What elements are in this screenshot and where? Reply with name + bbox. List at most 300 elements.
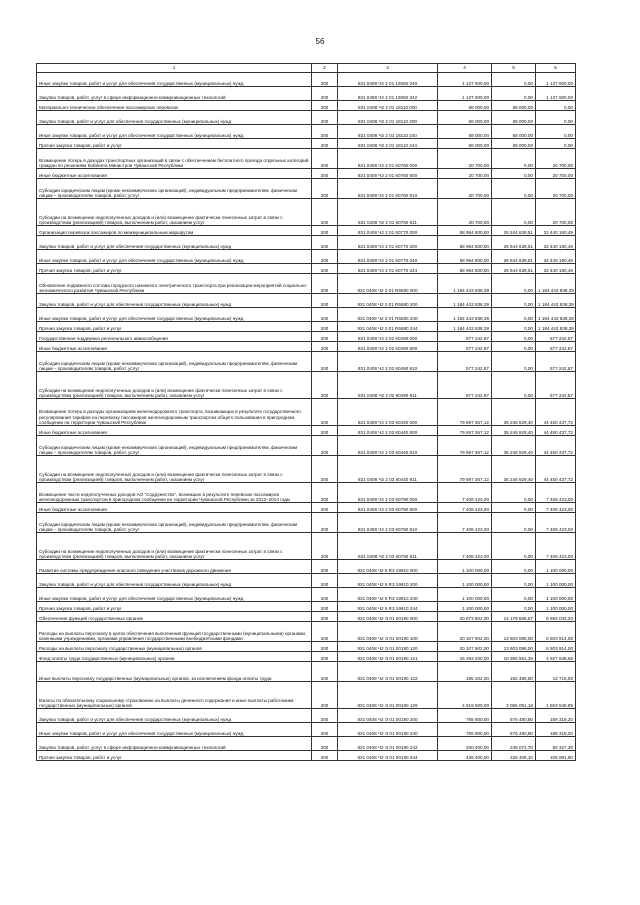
row-group-code: 200 bbox=[312, 436, 338, 456]
table-body bbox=[37, 73, 576, 761]
row-executed-amount: 0,00 bbox=[492, 322, 536, 332]
row-remaining-amount: 32 440 160,49 bbox=[536, 226, 576, 236]
row-classification-code: 831 0408 Ч2 2 01 R5580 000 bbox=[338, 274, 438, 294]
row-remaining-amount: 0,00 bbox=[536, 125, 576, 139]
table-row bbox=[37, 662, 576, 682]
row-executed-amount: 0,00 bbox=[492, 87, 536, 101]
column-header: 5 bbox=[492, 64, 536, 73]
row-remaining-amount: 6 694 033,20 bbox=[536, 612, 576, 622]
row-name: Возмещение части недополученных доходов АО "Содружество", возникших в результате перевозок пассажиров железнодорожным транспортом в пригородном сообщении на территории Чувашской Республики за 2013–2014 годы bbox=[37, 483, 312, 503]
row-executed-amount: 68 000,00 bbox=[492, 125, 536, 139]
row-name: Расходы на выплаты персоналу в целях обеспечения выполнения функций государственными (муниципальными) органами, казенными учреждениями, органами управления государственными внебюджетными фондами bbox=[37, 622, 312, 642]
row-approved-amount: 68 000,00 bbox=[438, 101, 492, 111]
row-name: Организация перевозок пассажиров по межмуниципальным маршрутам bbox=[37, 226, 312, 236]
table-row bbox=[37, 179, 576, 199]
row-executed-amount: 0,00 bbox=[492, 483, 536, 503]
row-approved-amount: 195 202,00 bbox=[438, 662, 492, 682]
row-classification-code: 831 0408 Ч2 Э 01 00190 100 bbox=[338, 622, 438, 642]
row-name: Субсидии на возмещение недополученных доходов и (или) возмещение фактически понесенных затрат в связи с производством (реализацией) товаров, выполнением работ, оказанием услуг bbox=[37, 456, 312, 483]
table-row bbox=[37, 308, 576, 322]
row-approved-amount: 79 697 367,12 bbox=[438, 426, 492, 436]
row-remaining-amount: 6 503 914,00 bbox=[536, 642, 576, 652]
table-row bbox=[37, 111, 576, 125]
row-remaining-amount: 82 327,30 bbox=[536, 737, 576, 751]
table-row bbox=[37, 652, 576, 662]
table-row bbox=[37, 294, 576, 308]
row-group-code: 200 bbox=[312, 662, 338, 682]
row-group-code: 200 bbox=[312, 139, 338, 149]
row-classification-code: 831 0408 Ч2 2 02 60490 810 bbox=[338, 352, 438, 372]
row-approved-amount: 330 400,00 bbox=[438, 737, 492, 751]
row-classification-code: 831 0408 Ч2 5 R3 19910 244 bbox=[338, 602, 438, 612]
column-header: 1 bbox=[37, 64, 312, 73]
row-approved-amount: 7 408 423,00 bbox=[438, 513, 492, 533]
row-approved-amount: 68 000,00 bbox=[438, 139, 492, 149]
row-approved-amount: 68 000,00 bbox=[438, 111, 492, 125]
row-group-code: 200 bbox=[312, 87, 338, 101]
row-group-code: 200 bbox=[312, 737, 338, 751]
row-classification-code: 831 0408 Ч2 2 01 15550 240 bbox=[338, 73, 438, 87]
row-classification-code: 831 0408 Ч2 Э 01 00190 120 bbox=[338, 642, 438, 652]
row-name: Иные закупки товаров, работ и услуг для обеспечения государственных (муниципальных) нужд bbox=[37, 723, 312, 737]
row-classification-code: 831 0408 Ч2 Э 01 00190 244 bbox=[338, 751, 438, 761]
row-approved-amount: 20 700,00 bbox=[438, 149, 492, 169]
row-name: Субсидии на возмещение недополученных доходов и (или) возмещение фактически понесенных затрат в связи с производством (реализацией) товаров, выполнением работ, оказанием услуг bbox=[37, 533, 312, 560]
row-name: Иные бюджетные ассигнования bbox=[37, 169, 312, 179]
row-approved-amount: 7 408 423,00 bbox=[438, 533, 492, 560]
row-executed-amount: 26 544 639,51 bbox=[492, 264, 536, 274]
page-number: 56 bbox=[315, 37, 325, 46]
table-row bbox=[37, 322, 576, 332]
row-name: Иные закупки товаров, работ и услуг для обеспечения государственных (муниципальных) нужд bbox=[37, 250, 312, 264]
table-row bbox=[37, 73, 576, 87]
row-remaining-amount: 6 503 914,00 bbox=[536, 622, 576, 642]
row-name: Иные закупки товаров, работ и услуг для обеспечения государственных (муниципальных) нужд bbox=[37, 73, 312, 87]
table-row bbox=[37, 372, 576, 399]
row-classification-code: 831 0408 Ч2 2 01 60760 000 bbox=[338, 149, 438, 169]
row-remaining-amount: 1 563 548,85 bbox=[536, 682, 576, 709]
row-remaining-amount: 44 450 437,72 bbox=[536, 399, 576, 426]
row-group-code: 200 bbox=[312, 250, 338, 264]
row-executed-amount: 26 544 639,51 bbox=[492, 250, 536, 264]
row-approved-amount: 20 107 902,00 bbox=[438, 642, 492, 652]
row-name: Закупка товаров, работ, услуг в сфере информационно-коммуникационных технологий bbox=[37, 737, 312, 751]
row-classification-code: 831 0408 Ч2 Э 01 00190 200 bbox=[338, 709, 438, 723]
row-executed-amount: 0,00 bbox=[492, 294, 536, 308]
row-executed-amount: 0,00 bbox=[492, 274, 536, 294]
row-classification-code: 831 0408 Ч2 2 01 60770 000 bbox=[338, 226, 438, 236]
row-remaining-amount: 32 440 160,49 bbox=[536, 236, 576, 250]
table-row bbox=[37, 751, 576, 761]
row-group-code: 200 bbox=[312, 483, 338, 503]
row-classification-code: 831 0408 Ч2 2 03 60440 000 bbox=[338, 399, 438, 426]
row-name: Субсидии юридическим лицам (кроме некоммерческих организаций), индивидуальным предпринимателям, физическим лицам – производителям товаров, работ, услуг bbox=[37, 352, 312, 372]
row-approved-amount: 7 408 423,00 bbox=[438, 503, 492, 513]
row-classification-code: 831 0408 Ч2 2 03 60440 811 bbox=[338, 456, 438, 483]
row-executed-amount: 14 179 668,67 bbox=[492, 612, 536, 622]
table-row bbox=[37, 169, 576, 179]
row-classification-code: 831 0408 Ч2 Э 01 00190 122 bbox=[338, 662, 438, 682]
row-classification-code: 831 0408 Ч2 2 01 60760 811 bbox=[338, 199, 438, 226]
row-executed-amount: 0,00 bbox=[492, 602, 536, 612]
row-group-code: 200 bbox=[312, 652, 338, 662]
row-name: Иные бюджетные ассигнования bbox=[37, 503, 312, 513]
table-row bbox=[37, 642, 576, 652]
table-row bbox=[37, 602, 576, 612]
row-remaining-amount: 1 100 000,00 bbox=[536, 574, 576, 588]
row-executed-amount: 0,00 bbox=[492, 574, 536, 588]
table-row bbox=[37, 456, 576, 483]
row-executed-amount: 35 246 929,40 bbox=[492, 436, 536, 456]
row-executed-amount: 68 000,00 bbox=[492, 101, 536, 111]
row-classification-code: 831 0408 Ч2 2 01 18110 200 bbox=[338, 111, 438, 125]
row-executed-amount: 0,00 bbox=[492, 342, 536, 352]
row-approved-amount: 20 107 902,00 bbox=[438, 622, 492, 642]
row-remaining-amount: 44 450 437,72 bbox=[536, 456, 576, 483]
row-approved-amount: 765 800,00 bbox=[438, 709, 492, 723]
row-name: Субсидии юридическим лицам (кроме некоммерческих организаций), индивидуальным предпринимателям, физическим лицам – производителям товаров, работ, услуг bbox=[37, 179, 312, 199]
row-remaining-amount: 7 408 423,00 bbox=[536, 503, 576, 513]
row-group-code: 200 bbox=[312, 332, 338, 342]
row-executed-amount: 0,00 bbox=[492, 352, 536, 372]
row-name: Возмещение потерь в доходах транспортных организаций в связи с обеспечением бесплатного проезда отдельных категорий граждан по решениям Кабинета Министров Чувашской Республики bbox=[37, 149, 312, 169]
row-executed-amount: 0,00 bbox=[492, 503, 536, 513]
row-approved-amount: 1 100 000,00 bbox=[438, 588, 492, 602]
row-group-code: 200 bbox=[312, 274, 338, 294]
row-classification-code: 831 0408 Ч2 5 R3 19910 000 bbox=[338, 560, 438, 574]
table-row bbox=[37, 342, 576, 352]
row-remaining-amount: 106 991,90 bbox=[536, 751, 576, 761]
row-executed-amount: 248 072,70 bbox=[492, 737, 536, 751]
table-row bbox=[37, 236, 576, 250]
row-classification-code: 831 0408 Ч2 Э 01 00190 240 bbox=[338, 723, 438, 737]
row-remaining-amount: 12 715,50 bbox=[536, 662, 576, 682]
row-approved-amount: 20 700,00 bbox=[438, 179, 492, 199]
table-row bbox=[37, 560, 576, 574]
row-remaining-amount: 0,00 bbox=[536, 111, 576, 125]
row-remaining-amount: 7 408 423,00 bbox=[536, 513, 576, 533]
row-group-code: 200 bbox=[312, 372, 338, 399]
row-group-code: 200 bbox=[312, 513, 338, 533]
row-classification-code: 831 0408 Ч2 2 03 60440 800 bbox=[338, 426, 438, 436]
row-approved-amount: 1 100 000,00 bbox=[438, 560, 492, 574]
table-row bbox=[37, 87, 576, 101]
row-classification-code: 831 0408 Ч2 2 01 R5580 200 bbox=[338, 294, 438, 308]
table-row bbox=[37, 588, 576, 602]
row-approved-amount: 79 697 367,12 bbox=[438, 436, 492, 456]
row-name: Субсидии юридическим лицам (кроме некоммерческих организаций), индивидуальным предпринимателям, физическим лицам – производителям товаров, работ, услуг bbox=[37, 436, 312, 456]
row-name: Закупка товаров, работ, услуг в сфере информационно-коммуникационных технологий bbox=[37, 87, 312, 101]
table-row bbox=[37, 533, 576, 560]
row-name: Государственная поддержка регионального авиасообщения bbox=[37, 332, 312, 342]
row-remaining-amount: 1 100 000,00 bbox=[536, 588, 576, 602]
row-remaining-amount: 4 927 648,65 bbox=[536, 652, 576, 662]
row-group-code: 200 bbox=[312, 342, 338, 352]
row-classification-code: 831 0408 Ч2 2 01 60770 240 bbox=[338, 250, 438, 264]
table-row bbox=[37, 622, 576, 642]
row-remaining-amount: 7 408 423,00 bbox=[536, 483, 576, 503]
row-executed-amount: 576 480,80 bbox=[492, 723, 536, 737]
table-row bbox=[37, 399, 576, 426]
row-approved-amount: 68 000,00 bbox=[438, 125, 492, 139]
row-approved-amount: 1 137 600,00 bbox=[438, 87, 492, 101]
row-classification-code: 831 0408 Ч2 2 03 60790 811 bbox=[338, 533, 438, 560]
row-name: Обеспечение функций государственных органов bbox=[37, 612, 312, 622]
row-executed-amount: 26 544 639,51 bbox=[492, 226, 536, 236]
table-row bbox=[37, 737, 576, 751]
table-row bbox=[37, 709, 576, 723]
row-remaining-amount: 20 700,00 bbox=[536, 149, 576, 169]
row-group-code: 200 bbox=[312, 149, 338, 169]
row-name: Возмещение потерь в доходах организациям железнодорожного транспорта, возникающих в результате государственного регулирования тарифов на перевозку пассажиров железнодорожным транспортом общего пользования в пригородном сообщении на территории Чувашской Республики bbox=[37, 399, 312, 426]
row-executed-amount: 68 000,00 bbox=[492, 111, 536, 125]
row-classification-code: 831 0408 Ч2 2 02 60490 800 bbox=[338, 342, 438, 352]
row-executed-amount: 35 246 929,40 bbox=[492, 456, 536, 483]
table-row bbox=[37, 149, 576, 169]
row-name: Закупка товаров, работ и услуг для обеспечения государственных (муниципальных) нужд bbox=[37, 294, 312, 308]
row-name: Прочая закупка товаров, работ и услуг bbox=[37, 139, 312, 149]
row-approved-amount: 58 984 800,00 bbox=[438, 226, 492, 236]
row-remaining-amount: 577 242,87 bbox=[536, 342, 576, 352]
row-approved-amount: 1 137 600,00 bbox=[438, 73, 492, 87]
row-executed-amount: 328 408,10 bbox=[492, 751, 536, 761]
row-name: Материально-техническое обеспечение пассажирских перевозок bbox=[37, 101, 312, 111]
row-classification-code: 831 0408 Ч2 Э 01 00190 129 bbox=[338, 682, 438, 709]
table-row bbox=[37, 503, 576, 513]
row-classification-code: 831 0408 Ч2 2 03 60790 810 bbox=[338, 513, 438, 533]
row-remaining-amount: 1 100 000,00 bbox=[536, 560, 576, 574]
row-classification-code: 831 0408 Ч2 2 02 60490 000 bbox=[338, 332, 438, 342]
row-remaining-amount: 44 450 437,72 bbox=[536, 426, 576, 436]
row-executed-amount: 68 000,00 bbox=[492, 139, 536, 149]
row-remaining-amount: 7 408 423,00 bbox=[536, 533, 576, 560]
row-group-code: 200 bbox=[312, 73, 338, 87]
row-approved-amount: 435 400,00 bbox=[438, 751, 492, 761]
budget-table bbox=[36, 63, 576, 761]
row-classification-code: 831 0408 Ч2 2 01 60760 800 bbox=[338, 169, 438, 179]
row-remaining-amount: 20 700,00 bbox=[536, 179, 576, 199]
row-approved-amount: 58 984 800,00 bbox=[438, 264, 492, 274]
row-executed-amount: 13 603 088,00 bbox=[492, 642, 536, 652]
row-group-code: 200 bbox=[312, 426, 338, 436]
row-group-code: 200 bbox=[312, 574, 338, 588]
row-remaining-amount: 1 184 443 838,39 bbox=[536, 308, 576, 322]
row-executed-amount: 35 246 929,40 bbox=[492, 399, 536, 426]
table-row bbox=[37, 199, 576, 226]
row-classification-code: 831 0408 Ч2 Э 01 00190 000 bbox=[338, 612, 438, 622]
row-name: Взносы по обязательному социальному страхованию на выплаты денежного содержания и иные выплаты работникам государственных (муниципальных) органов bbox=[37, 682, 312, 709]
row-executed-amount: 0,00 bbox=[492, 179, 536, 199]
row-group-code: 200 bbox=[312, 308, 338, 322]
row-classification-code: 831 0408 Ч2 5 R3 19910 200 bbox=[338, 574, 438, 588]
row-group-code: 200 bbox=[312, 226, 338, 236]
row-group-code: 200 bbox=[312, 560, 338, 574]
table-row bbox=[37, 574, 576, 588]
row-remaining-amount: 577 242,87 bbox=[536, 372, 576, 399]
row-group-code: 200 bbox=[312, 642, 338, 652]
row-approved-amount: 577 242,87 bbox=[438, 372, 492, 399]
row-name: Иные закупки товаров, работ и услуг для обеспечения государственных (муниципальных) нужд bbox=[37, 308, 312, 322]
row-approved-amount: 577 242,87 bbox=[438, 352, 492, 372]
row-group-code: 200 bbox=[312, 264, 338, 274]
row-approved-amount: 20 700,00 bbox=[438, 199, 492, 226]
row-approved-amount: 15 293 200,00 bbox=[438, 652, 492, 662]
row-approved-amount: 1 184 443 838,39 bbox=[438, 274, 492, 294]
row-group-code: 200 bbox=[312, 101, 338, 111]
row-approved-amount: 20 873 802,00 bbox=[438, 612, 492, 622]
row-name: Закупка товаров, работ и услуг для обеспечения государственных (муниципальных) нужд bbox=[37, 709, 312, 723]
row-group-code: 200 bbox=[312, 125, 338, 139]
row-remaining-amount: 577 242,87 bbox=[536, 352, 576, 372]
table-row bbox=[37, 513, 576, 533]
row-approved-amount: 1 100 000,00 bbox=[438, 574, 492, 588]
row-name: Субсидии юридическим лицам (кроме некоммерческих организаций), индивидуальным предпринимателям, физическим лицам – производителям товаров, работ, услуг bbox=[37, 513, 312, 533]
row-name: Закупка товаров, работ и услуг для обеспечения государственных (муниципальных) нужд bbox=[37, 574, 312, 588]
row-group-code: 200 bbox=[312, 456, 338, 483]
row-executed-amount: 13 603 088,00 bbox=[492, 622, 536, 642]
row-executed-amount: 0,00 bbox=[492, 199, 536, 226]
row-remaining-amount: 44 450 437,72 bbox=[536, 436, 576, 456]
row-name: Закупка товаров, работ и услуг для обеспечения государственных (муниципальных) нужд bbox=[37, 236, 312, 250]
row-classification-code: 831 0408 Ч2 2 01 18110 240 bbox=[338, 125, 438, 139]
row-remaining-amount: 32 440 160,49 bbox=[536, 264, 576, 274]
row-classification-code: 831 0408 Ч2 Э 01 00190 121 bbox=[338, 652, 438, 662]
row-classification-code: 831 0408 Ч2 2 02 60490 811 bbox=[338, 372, 438, 399]
table-row bbox=[37, 332, 576, 342]
row-remaining-amount: 189 319,20 bbox=[536, 723, 576, 737]
row-classification-code: 831 0408 Ч2 2 01 18110 244 bbox=[338, 139, 438, 149]
row-group-code: 200 bbox=[312, 612, 338, 622]
column-header: 4 bbox=[438, 64, 492, 73]
row-remaining-amount: 20 700,00 bbox=[536, 199, 576, 226]
row-executed-amount: 0,00 bbox=[492, 372, 536, 399]
row-executed-amount: 10 365 551,35 bbox=[492, 652, 536, 662]
row-executed-amount: 0,00 bbox=[492, 533, 536, 560]
row-classification-code: 831 0408 Ч2 2 01 15550 242 bbox=[338, 87, 438, 101]
row-approved-amount: 4 619 500,00 bbox=[438, 682, 492, 709]
row-executed-amount: 26 544 639,51 bbox=[492, 236, 536, 250]
row-approved-amount: 577 242,87 bbox=[438, 332, 492, 342]
row-approved-amount: 1 184 443 838,39 bbox=[438, 294, 492, 308]
row-name: Обновление подвижного состава городского наземного электрического транспорта при реализации мероприятий социально-экономического развития Чувашской Республики bbox=[37, 274, 312, 294]
row-name: Иные бюджетные ассигнования bbox=[37, 342, 312, 352]
row-name: Закупка товаров, работ и услуг для обеспечения государственных (муниципальных) нужд bbox=[37, 111, 312, 125]
row-approved-amount: 7 408 423,00 bbox=[438, 483, 492, 503]
table-row bbox=[37, 226, 576, 236]
row-group-code: 200 bbox=[312, 236, 338, 250]
row-executed-amount: 3 055 051,15 bbox=[492, 682, 536, 709]
row-approved-amount: 577 242,87 bbox=[438, 342, 492, 352]
table-row bbox=[37, 125, 576, 139]
table-row bbox=[37, 352, 576, 372]
row-remaining-amount: 20 700,00 bbox=[536, 169, 576, 179]
row-group-code: 200 bbox=[312, 682, 338, 709]
row-approved-amount: 1 184 443 838,39 bbox=[438, 308, 492, 322]
row-remaining-amount: 577 242,87 bbox=[536, 332, 576, 342]
row-classification-code: 831 0408 Ч2 5 R3 19910 240 bbox=[338, 588, 438, 602]
row-remaining-amount: 1 137 600,00 bbox=[536, 73, 576, 87]
table-header-row bbox=[37, 64, 576, 73]
row-executed-amount: 576 480,80 bbox=[492, 709, 536, 723]
row-name: Прочая закупка товаров, работ и услуг bbox=[37, 264, 312, 274]
row-name: Иные закупки товаров, работ и услуг для обеспечения государственных (муниципальных) нужд bbox=[37, 125, 312, 139]
row-classification-code: 831 0408 Ч2 2 03 60440 810 bbox=[338, 436, 438, 456]
row-executed-amount: 0,00 bbox=[492, 149, 536, 169]
row-name: Прочая закупка товаров, работ и услуг bbox=[37, 322, 312, 332]
row-remaining-amount: 0,00 bbox=[536, 101, 576, 111]
row-group-code: 200 bbox=[312, 751, 338, 761]
row-approved-amount: 79 697 367,12 bbox=[438, 399, 492, 426]
row-executed-amount: 0,00 bbox=[492, 513, 536, 533]
row-classification-code: 831 0408 Ч2 2 01 R5580 244 bbox=[338, 322, 438, 332]
row-remaining-amount: 1 184 443 838,39 bbox=[536, 274, 576, 294]
column-header: 6 bbox=[536, 64, 576, 73]
row-group-code: 200 bbox=[312, 294, 338, 308]
row-remaining-amount: 1 184 443 838,39 bbox=[536, 294, 576, 308]
table-row bbox=[37, 483, 576, 503]
row-remaining-amount: 32 440 160,49 bbox=[536, 250, 576, 264]
row-group-code: 200 bbox=[312, 199, 338, 226]
row-executed-amount: 0,00 bbox=[492, 169, 536, 179]
row-approved-amount: 20 700,00 bbox=[438, 169, 492, 179]
row-remaining-amount: 1 184 443 838,39 bbox=[536, 322, 576, 332]
row-classification-code: 831 0408 Ч2 2 01 60770 244 bbox=[338, 264, 438, 274]
row-group-code: 200 bbox=[312, 622, 338, 642]
row-classification-code: 831 0408 Ч2 2 01 R5580 240 bbox=[338, 308, 438, 322]
row-executed-amount: 35 246 929,40 bbox=[492, 426, 536, 436]
table-row bbox=[37, 682, 576, 709]
row-executed-amount: 0,00 bbox=[492, 332, 536, 342]
row-name: Расходы на выплаты персоналу государственных (муниципальных) органов bbox=[37, 642, 312, 652]
row-group-code: 200 bbox=[312, 399, 338, 426]
row-group-code: 200 bbox=[312, 533, 338, 560]
row-classification-code: 831 0408 Ч2 2 01 60760 810 bbox=[338, 179, 438, 199]
row-name: Прочая закупка товаров, работ и услуг bbox=[37, 602, 312, 612]
row-classification-code: 831 0408 Ч2 Э 01 00190 242 bbox=[338, 737, 438, 751]
table-row bbox=[37, 139, 576, 149]
row-classification-code: 831 0408 Ч2 2 03 60790 800 bbox=[338, 503, 438, 513]
table-row bbox=[37, 426, 576, 436]
row-group-code: 200 bbox=[312, 169, 338, 179]
row-approved-amount: 765 800,00 bbox=[438, 723, 492, 737]
table-row bbox=[37, 274, 576, 294]
row-group-code: 200 bbox=[312, 352, 338, 372]
row-name: Иные закупки товаров, работ и услуг для обеспечения государственных (муниципальных) нужд bbox=[37, 588, 312, 602]
row-group-code: 200 bbox=[312, 709, 338, 723]
row-name: Иные бюджетные ассигнования bbox=[37, 426, 312, 436]
row-name: Развитие системы предупреждения опасного поведения участников дорожного движения bbox=[37, 560, 312, 574]
row-name: Фонд оплаты труда государственных (муниципальных) органов bbox=[37, 652, 312, 662]
row-executed-amount: 0,00 bbox=[492, 73, 536, 87]
row-group-code: 200 bbox=[312, 723, 338, 737]
row-name: Прочая закупка товаров, работ и услуг bbox=[37, 751, 312, 761]
row-group-code: 200 bbox=[312, 111, 338, 125]
row-group-code: 200 bbox=[312, 503, 338, 513]
row-group-code: 200 bbox=[312, 588, 338, 602]
row-executed-amount: 0,00 bbox=[492, 588, 536, 602]
row-classification-code: 831 0408 Ч2 2 03 60790 000 bbox=[338, 483, 438, 503]
row-name: Иные выплаты персоналу государственных (муниципальных) органов, за исключением фонда оплаты труда bbox=[37, 662, 312, 682]
row-remaining-amount: 1 100 000,00 bbox=[536, 602, 576, 612]
row-executed-amount: 0,00 bbox=[492, 560, 536, 574]
row-approved-amount: 79 697 367,12 bbox=[438, 456, 492, 483]
row-name: Субсидии на возмещение недополученных доходов и (или) возмещение фактически понесенных затрат в связи с производством (реализацией) товаров, выполнением работ, оказанием услуг bbox=[37, 372, 312, 399]
table-row bbox=[37, 250, 576, 264]
row-classification-code: 831 0408 Ч2 2 01 18110 000 bbox=[338, 101, 438, 111]
row-classification-code: 831 0408 Ч2 2 01 60770 200 bbox=[338, 236, 438, 250]
column-header: 3 bbox=[338, 64, 438, 73]
column-header: 2 bbox=[312, 64, 338, 73]
